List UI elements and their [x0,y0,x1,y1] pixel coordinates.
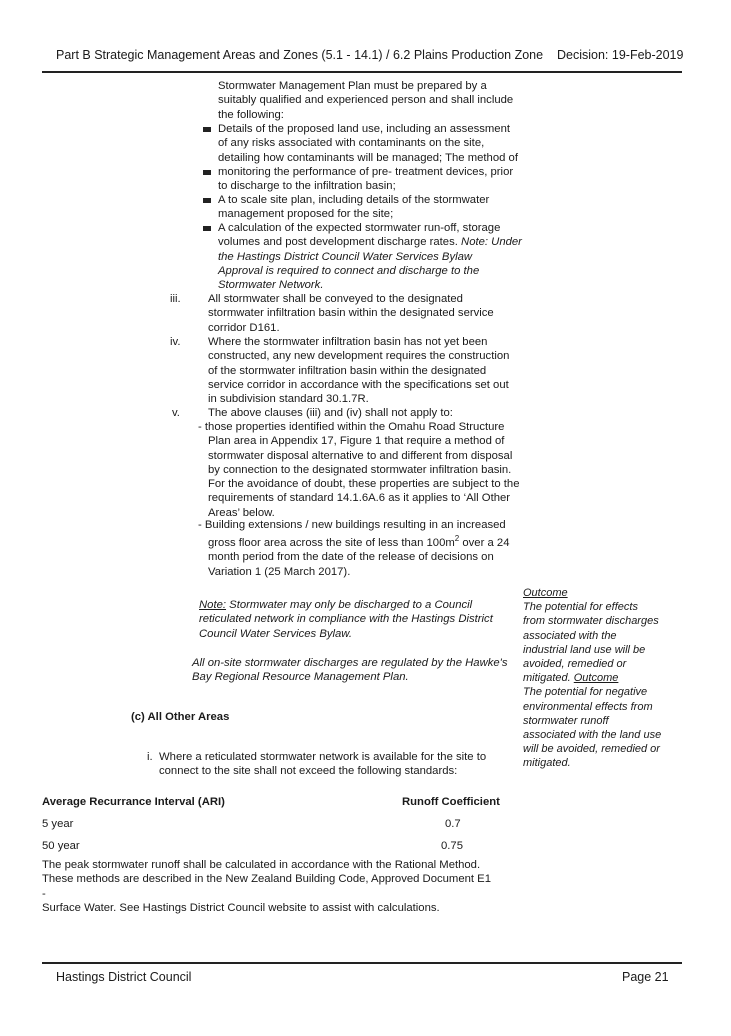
bullet-marker [203,170,211,175]
table-cell-ari: 5 year [42,818,74,830]
superscript: 2 [454,534,460,544]
closing-paragraph [42,858,491,915]
intro-line: Stormwater Management Plan must be prepared by a [218,80,487,92]
bullet-line: detailing how contaminants will be managed; The method of [218,151,518,164]
clause-i [159,750,486,779]
exception-line: - those properties identified within the Omahu Road Structure [198,421,505,433]
table-cell-coefficient: 0.7 [445,818,461,830]
closing-line: - [42,887,46,900]
closing-line: Surface Water. See Hastings District Council website to assist with calculations. [42,901,440,914]
outcome-line: stormwater runoff [523,714,609,727]
clause-iv [208,335,509,406]
exception-item-2 [198,518,509,579]
bullet-line: A to scale site plan, including details of the stormwater [218,194,490,206]
intro-line: the following: [218,108,284,121]
outcome-line: mitigated. [523,672,574,685]
footer-org: Hastings District Council [56,970,192,984]
clause-line: All stormwater shall be conveyed to the designated [208,293,463,305]
note-label: Note: [199,599,227,611]
bullet-item-3 [218,193,489,222]
clause-line: service corridor in accordance with the specifications set out [208,378,509,391]
clause-line: connect to the site shall not exceed the following standards: [159,765,458,778]
bylaw-note-line: Approval is required to connect and discharge to the [218,264,480,277]
outcome-label: Outcome [523,587,568,599]
section-heading: (c) All Other Areas [131,711,230,723]
regional-note [192,656,507,685]
clause-number: i. [147,751,153,763]
outcome-line: will be avoided, remedied or [523,743,660,756]
bullet-marker [203,226,211,231]
outcome-line: The potential for negative [523,686,648,699]
bullet-line: volumes and post development discharge rates. [218,236,458,249]
clause-number: iv. [170,336,181,348]
outcome-column [523,586,723,771]
council-note [199,598,493,641]
bylaw-note-start: Note: Under [461,236,522,249]
exception-line: requirements of standard 14.1.6A.6 as it applies to ‘All Other [208,492,511,505]
clause-v: The above clauses (iii) and (iv) shall not apply to: [208,407,453,419]
exception-line: by connection to the designated stormwater infiltration basin. [208,463,512,476]
bullet-line: monitoring the performance of pre- treatment devices, prior [218,166,514,178]
bullet-item-1 [218,122,518,165]
exception-line: gross floor area across the site of less than 100m [208,537,455,550]
table-cell-ari: 50 year [42,840,80,852]
footer-page-number: Page 21 [622,970,669,984]
note-line: Council Water Services Bylaw. [199,627,352,640]
footer-rule [42,962,682,964]
exception-line: Plan area in Appendix 17, Figure 1 that require a method of [208,435,505,448]
bullet-line: of any risks associated with contaminants on the site, [218,137,485,150]
clause-number: iii. [170,293,181,305]
outcome-line: environmental effects from [523,700,653,713]
header-decision: Decision: 19-Feb-2019 [557,48,684,62]
outcome-line: from stormwater discharges [523,615,659,628]
note-line: Stormwater may only be discharged to a Council [226,599,473,611]
bylaw-note-line: the Hastings District Council Water Services Bylaw [218,250,473,263]
bullet-item-4 [218,221,522,292]
clause-line: Where a reticulated stormwater network is available for the site to [159,751,487,763]
outcome-line: mitigated. [523,757,571,770]
bullet-item-2 [218,165,513,194]
exception-line: For the avoidance of doubt, these properties are subject to the [208,478,520,491]
outcome-line: industrial land use will be [523,643,646,656]
exception-item-1 [198,420,520,520]
note-line: reticulated network in compliance with the Hastings District [199,613,493,626]
bylaw-note-line: Stormwater Network. [218,279,324,292]
outcome-line: The potential for effects [523,601,638,614]
outcome-line: associated with the [523,629,617,642]
outcome-line: associated with the land use [523,729,662,742]
header-rule [42,71,682,73]
regional-line: Bay Regional Resource Management Plan. [192,671,409,684]
regional-line: All on-site stormwater discharges are regulated by the Hawke's [192,657,508,669]
clause-iii [208,292,494,335]
clause-line: Where the stormwater infiltration basin has not yet been [208,336,488,348]
outcome-label: Outcome [573,672,619,685]
table-cell-coefficient: 0.75 [441,840,463,852]
bullet-line: Details of the proposed land use, including an assessment [218,123,511,135]
table-header-ari: Average Recurrance Interval (ARI) [42,796,225,808]
exception-line: month period from the date of the release of decisions on [208,551,494,564]
intro-line: suitably qualified and experienced person and shall include [218,94,514,107]
exception-line: stormwater disposal alternative to and different from disposal [208,449,513,462]
table-header-coefficient: Runoff Coefficient [402,796,500,808]
clause-line: stormwater infiltration basin within the designated service [208,307,494,320]
clause-line: in subdivision standard 30.1.7R. [208,393,369,406]
header-title: Part B Strategic Management Areas and Zones (5.1 - 14.1) / 6.2 Plains Production Zone [56,48,544,62]
bullet-line: A calculation of the expected stormwater run-off, storage [218,222,501,234]
clause-number: v. [172,407,180,419]
bullet-line: management proposed for the site; [218,208,394,221]
bullet-marker [203,127,211,132]
bullet-line: to discharge to the infiltration basin; [218,180,396,193]
closing-line: The peak stormwater runoff shall be calculated in accordance with the Rational Method. [42,859,481,871]
bullet-marker [203,198,211,203]
closing-line: These methods are described in the New Zealand Building Code, Approved Document E1 [42,873,492,886]
clause-line: of the stormwater infiltration basin within the designated [208,364,487,377]
intro-paragraph [218,79,513,122]
clause-line: corridor D161. [208,321,280,334]
clause-line: constructed, any new development requires the construction [208,350,510,363]
exception-line: - Building extensions / new buildings resulting in an increased [198,519,506,531]
exception-line: over a 24 [459,537,510,550]
exception-line: Variation 1 (25 March 2017). [208,565,351,578]
exception-line: Areas’ below. [208,506,275,519]
outcome-line: avoided, remedied or [523,658,627,671]
